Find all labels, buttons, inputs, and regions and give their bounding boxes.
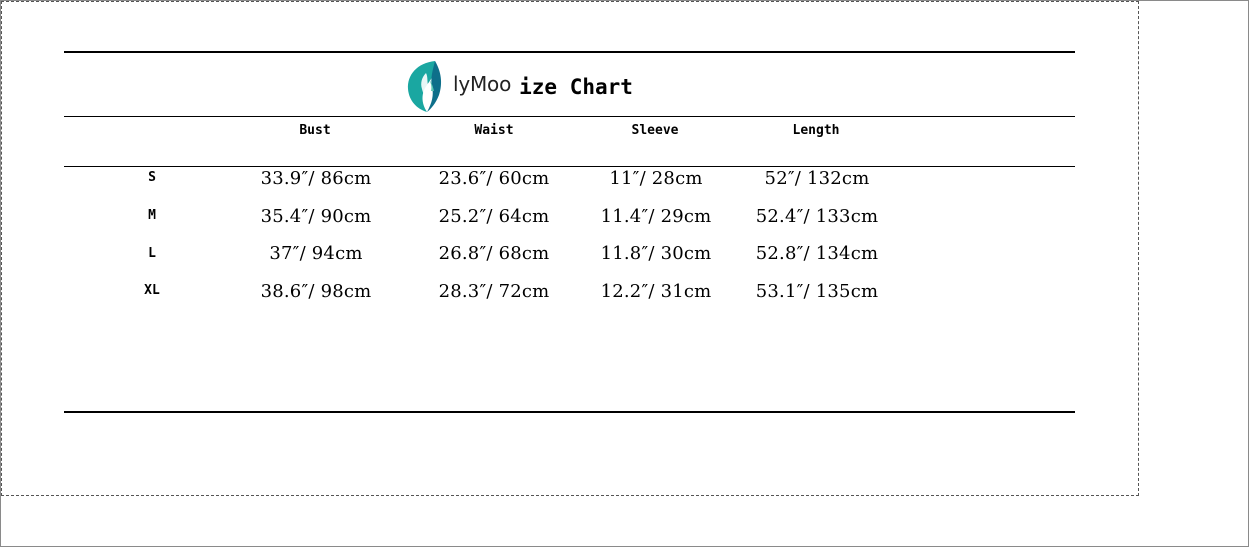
cell-m-bust: 35.4″/ 90cm — [260, 206, 372, 227]
cell-s-length: 52″/ 132cm — [764, 168, 870, 189]
column-header-sleeve: Sleeve — [631, 123, 679, 138]
cell-l-bust: 37″/ 94cm — [269, 243, 363, 264]
cell-m-waist: 25.2″/ 64cm — [438, 206, 550, 227]
top-rule — [64, 51, 1075, 53]
cell-xl-waist: 28.3″/ 72cm — [438, 281, 550, 302]
size-label-l: L — [148, 246, 156, 261]
bottom-rule — [64, 411, 1075, 413]
cell-s-bust: 33.9″/ 86cm — [260, 168, 372, 189]
cell-xl-bust: 38.6″/ 98cm — [260, 281, 372, 302]
brand-logo-icon — [405, 59, 447, 113]
column-header-bust: Bust — [299, 123, 331, 138]
page-title: ize Chart — [519, 75, 633, 99]
cell-m-sleeve: 11.4″/ 29cm — [600, 206, 712, 227]
cell-l-waist: 26.8″/ 68cm — [438, 243, 550, 264]
column-header-length: Length — [792, 123, 840, 138]
size-label-xl: XL — [144, 283, 160, 298]
cell-m-length: 52.4″/ 133cm — [755, 206, 879, 227]
chart-title — [405, 58, 633, 114]
column-header-waist: Waist — [474, 123, 514, 138]
cell-l-length: 52.8″/ 134cm — [755, 243, 879, 264]
header-rule — [64, 166, 1075, 167]
cell-s-waist: 23.6″/ 60cm — [438, 168, 550, 189]
size-label-m: M — [148, 208, 156, 223]
cell-s-sleeve: 11″/ 28cm — [609, 168, 703, 189]
title-rule — [64, 116, 1075, 117]
cell-xl-length: 53.1″/ 135cm — [755, 281, 879, 302]
cell-xl-sleeve: 12.2″/ 31cm — [600, 281, 712, 302]
brand-name: lyMoo — [453, 72, 512, 96]
size-label-s: S — [148, 170, 156, 185]
cell-l-sleeve: 11.8″/ 30cm — [600, 243, 712, 264]
